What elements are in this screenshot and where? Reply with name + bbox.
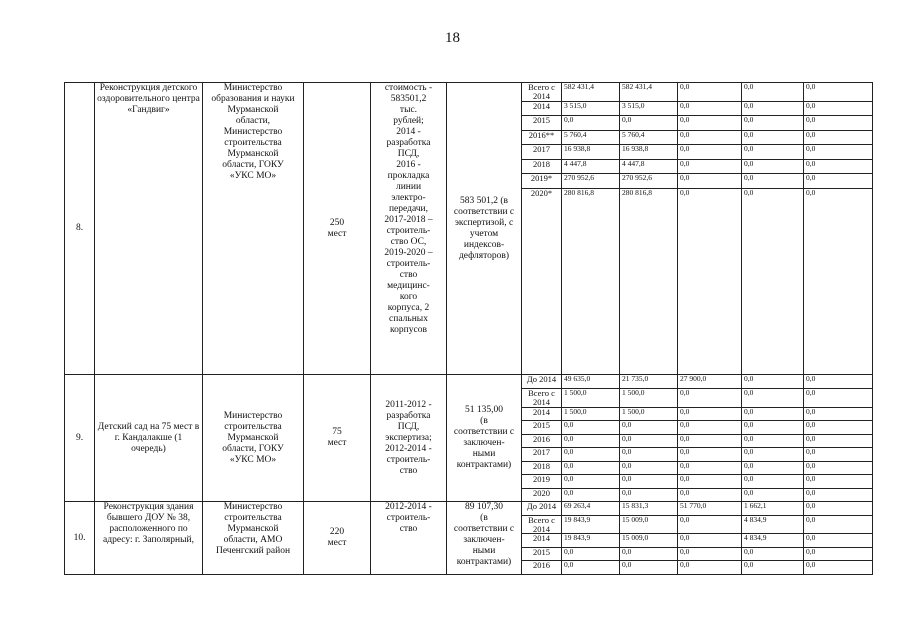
- cost-line: индексов-: [463, 239, 505, 250]
- finance-value-c2: 0,0: [620, 475, 678, 489]
- org-line: строительства: [224, 138, 282, 148]
- finance-value-c3: 0,0: [678, 515, 742, 534]
- finance-year: До 2014: [522, 502, 562, 516]
- finance-year: Всего с 2014: [522, 388, 562, 407]
- capacity: [304, 502, 371, 575]
- finance-year: 2018: [522, 159, 562, 174]
- finance-value-c5: 0,0: [804, 116, 873, 131]
- responsible-org: [203, 375, 304, 502]
- finance-year: 2014: [522, 534, 562, 548]
- org-line: Мурманской: [227, 105, 279, 115]
- org-line: строительства: [224, 513, 282, 524]
- finance-value-c5: 0,0: [804, 130, 873, 145]
- finance-value-c2: 0,0: [620, 561, 678, 575]
- finance-year: 2014: [522, 407, 562, 421]
- finance-value-c2: 3 515,0: [620, 101, 678, 116]
- finance-year: Всего с 2014: [522, 83, 562, 102]
- finance-value-c2: 0,0: [620, 547, 678, 561]
- work-stages: [371, 375, 447, 502]
- finance-year: 2017: [522, 145, 562, 160]
- cost-line: ными: [472, 449, 496, 460]
- finance-value-c4: 0,0: [742, 388, 804, 407]
- capacity-line: 220: [329, 527, 345, 538]
- stage-line: экспертиза;: [385, 432, 432, 443]
- org-line: области, АМО: [223, 535, 283, 546]
- finance-value-c4: 4 834,9: [742, 515, 804, 534]
- finance-year: 2019: [522, 475, 562, 489]
- org-line: Мурманской: [227, 432, 279, 443]
- finance-value-c4: 0,0: [742, 101, 804, 116]
- finance-value-c5: 0,0: [804, 502, 873, 516]
- finance-value-c2: 0,0: [620, 488, 678, 502]
- stage-line: ство ОС,: [390, 237, 427, 247]
- finance-value-c4: 0,0: [742, 488, 804, 502]
- cost-line: дефляторов): [458, 250, 510, 261]
- org-line: Министерство: [223, 410, 283, 421]
- finance-value-c5: 0,0: [804, 461, 873, 475]
- finance-value-c4: 0,0: [742, 83, 804, 102]
- finance-value-c2: 0,0: [620, 421, 678, 435]
- finance-year: 2018: [522, 461, 562, 475]
- finance-value-c3: 0,0: [678, 130, 742, 145]
- project-name: Детский сад на 75 мест в г. Кандалакше (1 очередь): [95, 375, 203, 502]
- finance-value-c3: 0,0: [678, 188, 742, 375]
- stage-line: передачи,: [388, 204, 429, 214]
- org-line: Мурманской: [227, 524, 279, 535]
- finance-value-total: 0,0: [562, 448, 620, 462]
- finance-value-c4: 0,0: [742, 475, 804, 489]
- capacity: [304, 83, 371, 375]
- finance-value-total: 3 515,0: [562, 101, 620, 116]
- cost-line: 89 107,30: [465, 502, 503, 513]
- cost-line: 51 135,00: [465, 405, 503, 416]
- finance-value-c3: 0,0: [678, 407, 742, 421]
- table-body: [65, 83, 873, 575]
- finance-value-c4: 0,0: [742, 547, 804, 561]
- finance-value-c2: 15 009,0: [620, 534, 678, 548]
- finance-value-total: 0,0: [562, 461, 620, 475]
- stage-line: 2014 -: [396, 127, 421, 137]
- page-number: 18: [445, 30, 460, 46]
- finance-value-c5: 0,0: [804, 145, 873, 160]
- finance-value-c2: 15 831,3: [620, 502, 678, 516]
- stage-line: разработка: [386, 410, 431, 421]
- responsible-org: [203, 83, 304, 375]
- stage-line: строитель-: [386, 259, 431, 269]
- finance-year: 2016: [522, 561, 562, 575]
- finance-value-c3: 0,0: [678, 145, 742, 160]
- stage-line: электро-: [391, 193, 426, 203]
- stage-line: 2012-2014 -: [385, 443, 432, 454]
- project-name: Реконструкция здания бывшего ДОУ № 38, расположенного по адресу: г. Заполярный,: [95, 502, 203, 575]
- stage-line: 2016 -: [396, 160, 421, 170]
- finance-value-total: 1 500,0: [562, 388, 620, 407]
- finance-value-total: 19 843,9: [562, 534, 620, 548]
- finance-value-c5: 0,0: [804, 534, 873, 548]
- finance-value-total: 270 952,6: [562, 174, 620, 189]
- table-row: [65, 502, 873, 516]
- finance-value-c2: 16 938,8: [620, 145, 678, 160]
- finance-value-total: 1 500,0: [562, 407, 620, 421]
- stage-line: спальных: [389, 314, 428, 324]
- capacity-line: 250: [329, 217, 345, 228]
- finance-value-c2: 1 500,0: [620, 388, 678, 407]
- capacity-line: 75: [332, 427, 342, 438]
- stage-line: 2019-2020 –: [384, 248, 433, 258]
- table-row: [65, 375, 873, 389]
- finance-year: 2016**: [522, 130, 562, 145]
- finance-value-c3: 0,0: [678, 434, 742, 448]
- program-table: [64, 82, 873, 575]
- responsible-org: [203, 502, 304, 575]
- finance-value-c4: 1 662,1: [742, 502, 804, 516]
- finance-value-c2: 270 952,6: [620, 174, 678, 189]
- finance-value-c5: 0,0: [804, 421, 873, 435]
- finance-year: 2017: [522, 448, 562, 462]
- stage-line: 583501,2: [390, 94, 427, 104]
- work-stages: [371, 83, 447, 375]
- finance-value-total: 0,0: [562, 116, 620, 131]
- finance-value-c5: 0,0: [804, 83, 873, 102]
- finance-value-c4: 4 834,9: [742, 534, 804, 548]
- finance-value-c5: 0,0: [804, 547, 873, 561]
- finance-value-c4: 0,0: [742, 461, 804, 475]
- stage-line: линии: [395, 182, 422, 192]
- cost-line: контрактами): [456, 460, 512, 471]
- finance-value-c5: 0,0: [804, 475, 873, 489]
- finance-value-c4: 0,0: [742, 421, 804, 435]
- stage-line: стоимость -: [384, 83, 433, 93]
- finance-value-c2: 5 760,4: [620, 130, 678, 145]
- stage-line: 2017-2018 –: [384, 215, 433, 225]
- stage-line: строитель-: [386, 513, 431, 524]
- finance-value-c5: 0,0: [804, 375, 873, 389]
- finance-value-c3: 0,0: [678, 83, 742, 102]
- cost-line: заключен-: [463, 438, 505, 449]
- finance-value-c4: 0,0: [742, 159, 804, 174]
- finance-value-total: 0,0: [562, 434, 620, 448]
- finance-value-c3: 0,0: [678, 174, 742, 189]
- org-line: Министерство: [223, 83, 283, 93]
- finance-value-c3: 0,0: [678, 116, 742, 131]
- finance-value-total: 19 843,9: [562, 515, 620, 534]
- stage-line: 2011-2012 -: [385, 399, 432, 410]
- capacity-line: мест: [327, 228, 347, 239]
- org-line: Министерство: [223, 127, 283, 137]
- work-stages: [371, 502, 447, 575]
- stage-line: ПСД,: [397, 149, 420, 159]
- finance-year: 2015: [522, 116, 562, 131]
- org-line: области, ГОКУ: [222, 443, 284, 454]
- org-line: «УКС МО»: [229, 454, 277, 465]
- finance-value-total: 0,0: [562, 547, 620, 561]
- org-line: Мурманской: [227, 149, 279, 159]
- finance-value-c2: 0,0: [620, 461, 678, 475]
- org-line: образования и науки: [211, 94, 295, 104]
- finance-value-c5: 0,0: [804, 188, 873, 375]
- org-line: области,: [235, 116, 271, 126]
- finance-value-total: 280 816,8: [562, 188, 620, 375]
- stage-line: ство: [399, 465, 418, 476]
- stage-line: ство: [399, 270, 418, 280]
- stage-line: ПСД,: [397, 421, 420, 432]
- cost-line: 583 501,2 (в: [459, 195, 509, 206]
- stage-line: ство: [399, 524, 418, 535]
- stage-line: медицинс-: [387, 281, 430, 291]
- finance-value-c3: 0,0: [678, 534, 742, 548]
- finance-value-total: 5 760,4: [562, 130, 620, 145]
- org-line: области, ГОКУ: [222, 160, 284, 170]
- finance-value-c3: 51 770,0: [678, 502, 742, 516]
- finance-year: 2014: [522, 101, 562, 116]
- finance-value-c4: 0,0: [742, 448, 804, 462]
- finance-value-c3: 0,0: [678, 421, 742, 435]
- finance-value-total: 0,0: [562, 475, 620, 489]
- cost-line: учетом: [469, 228, 499, 239]
- finance-value-c5: 0,0: [804, 101, 873, 116]
- cost-line: экспертизой, с: [454, 217, 514, 228]
- estimated-cost: [447, 83, 522, 375]
- finance-value-c3: 0,0: [678, 461, 742, 475]
- finance-value-c2: 0,0: [620, 116, 678, 131]
- finance-value-c4: 0,0: [742, 116, 804, 131]
- finance-value-c2: 21 735,0: [620, 375, 678, 389]
- finance-value-c2: 280 816,8: [620, 188, 678, 375]
- finance-value-c4: 0,0: [742, 174, 804, 189]
- finance-value-c5: 0,0: [804, 515, 873, 534]
- finance-value-c2: 0,0: [620, 448, 678, 462]
- finance-value-total: 0,0: [562, 488, 620, 502]
- finance-year: До 2014: [522, 375, 562, 389]
- stage-line: кого: [399, 292, 418, 302]
- capacity: [304, 375, 371, 502]
- cost-line: ными: [472, 546, 496, 557]
- estimated-cost: [447, 375, 522, 502]
- finance-value-c3: 0,0: [678, 388, 742, 407]
- finance-value-c3: 0,0: [678, 547, 742, 561]
- finance-value-total: 582 431,4: [562, 83, 620, 102]
- finance-value-c5: 0,0: [804, 434, 873, 448]
- finance-value-c2: 1 500,0: [620, 407, 678, 421]
- finance-value-c3: 0,0: [678, 561, 742, 575]
- cost-line: контрактами): [456, 557, 512, 568]
- finance-value-c2: 4 447,8: [620, 159, 678, 174]
- finance-value-c5: 0,0: [804, 174, 873, 189]
- finance-value-total: 69 263,4: [562, 502, 620, 516]
- org-line: строительства: [224, 421, 282, 432]
- finance-value-c5: 0,0: [804, 561, 873, 575]
- finance-value-c4: 0,0: [742, 407, 804, 421]
- finance-value-total: 0,0: [562, 421, 620, 435]
- finance-value-c5: 0,0: [804, 159, 873, 174]
- finance-value-c3: 0,0: [678, 159, 742, 174]
- finance-value-c5: 0,0: [804, 388, 873, 407]
- cost-line: соответствии с: [453, 427, 515, 438]
- project-name: Реконструкция детского оздоровительного центра «Гандвиг»: [95, 83, 203, 375]
- finance-value-total: 16 938,8: [562, 145, 620, 160]
- finance-value-c3: 0,0: [678, 101, 742, 116]
- finance-year: 2016: [522, 434, 562, 448]
- cost-line: заключен-: [463, 535, 505, 546]
- finance-value-c4: 0,0: [742, 561, 804, 575]
- cost-line: соответствии с: [453, 524, 515, 535]
- finance-value-c2: 15 009,0: [620, 515, 678, 534]
- finance-value-c3: 27 900,0: [678, 375, 742, 389]
- capacity-line: мест: [327, 438, 347, 449]
- finance-value-c4: 0,0: [742, 130, 804, 145]
- finance-value-c5: 0,0: [804, 407, 873, 421]
- finance-year: 2020*: [522, 188, 562, 375]
- finance-year: 2015: [522, 421, 562, 435]
- finance-value-c4: 0,0: [742, 188, 804, 375]
- finance-value-c4: 0,0: [742, 434, 804, 448]
- finance-year: 2019*: [522, 174, 562, 189]
- stage-line: прокладка: [387, 171, 430, 181]
- stage-line: корпусов: [390, 325, 427, 335]
- cost-line: (в: [480, 416, 488, 427]
- table-row: [65, 83, 873, 102]
- finance-value-total: 49 635,0: [562, 375, 620, 389]
- cost-line: соответствии с: [453, 206, 515, 217]
- stage-line: 2012-2014 -: [385, 502, 432, 513]
- finance-value-c5: 0,0: [804, 448, 873, 462]
- row-number: 9.: [65, 375, 95, 502]
- finance-value-c3: 0,0: [678, 475, 742, 489]
- finance-value-c2: 0,0: [620, 434, 678, 448]
- estimated-cost: [447, 502, 522, 575]
- stage-line: тыс.: [399, 105, 418, 115]
- cost-line: (в: [480, 513, 488, 524]
- finance-value-c3: 0,0: [678, 448, 742, 462]
- org-line: «УКС МО»: [229, 171, 277, 181]
- finance-value-total: 4 447,8: [562, 159, 620, 174]
- finance-year: Всего с 2014: [522, 515, 562, 534]
- finance-value-c3: 0,0: [678, 488, 742, 502]
- finance-value-c5: 0,0: [804, 488, 873, 502]
- org-line: Печенгский район: [215, 546, 291, 557]
- finance-value-total: 0,0: [562, 561, 620, 575]
- finance-year: 2015: [522, 547, 562, 561]
- row-number: 10.: [65, 502, 95, 575]
- finance-year: 2020: [522, 488, 562, 502]
- stage-line: строитель-: [386, 454, 431, 465]
- capacity-line: мест: [327, 538, 347, 549]
- org-line: Министерство: [223, 502, 283, 513]
- stage-line: строитель-: [386, 226, 431, 236]
- finance-value-c2: 582 431,4: [620, 83, 678, 102]
- row-number: 8.: [65, 83, 95, 375]
- stage-line: рублей;: [393, 116, 424, 126]
- finance-value-c4: 0,0: [742, 145, 804, 160]
- stage-line: корпуса, 2: [387, 303, 430, 313]
- finance-value-c4: 0,0: [742, 375, 804, 389]
- stage-line: разработка: [386, 138, 431, 148]
